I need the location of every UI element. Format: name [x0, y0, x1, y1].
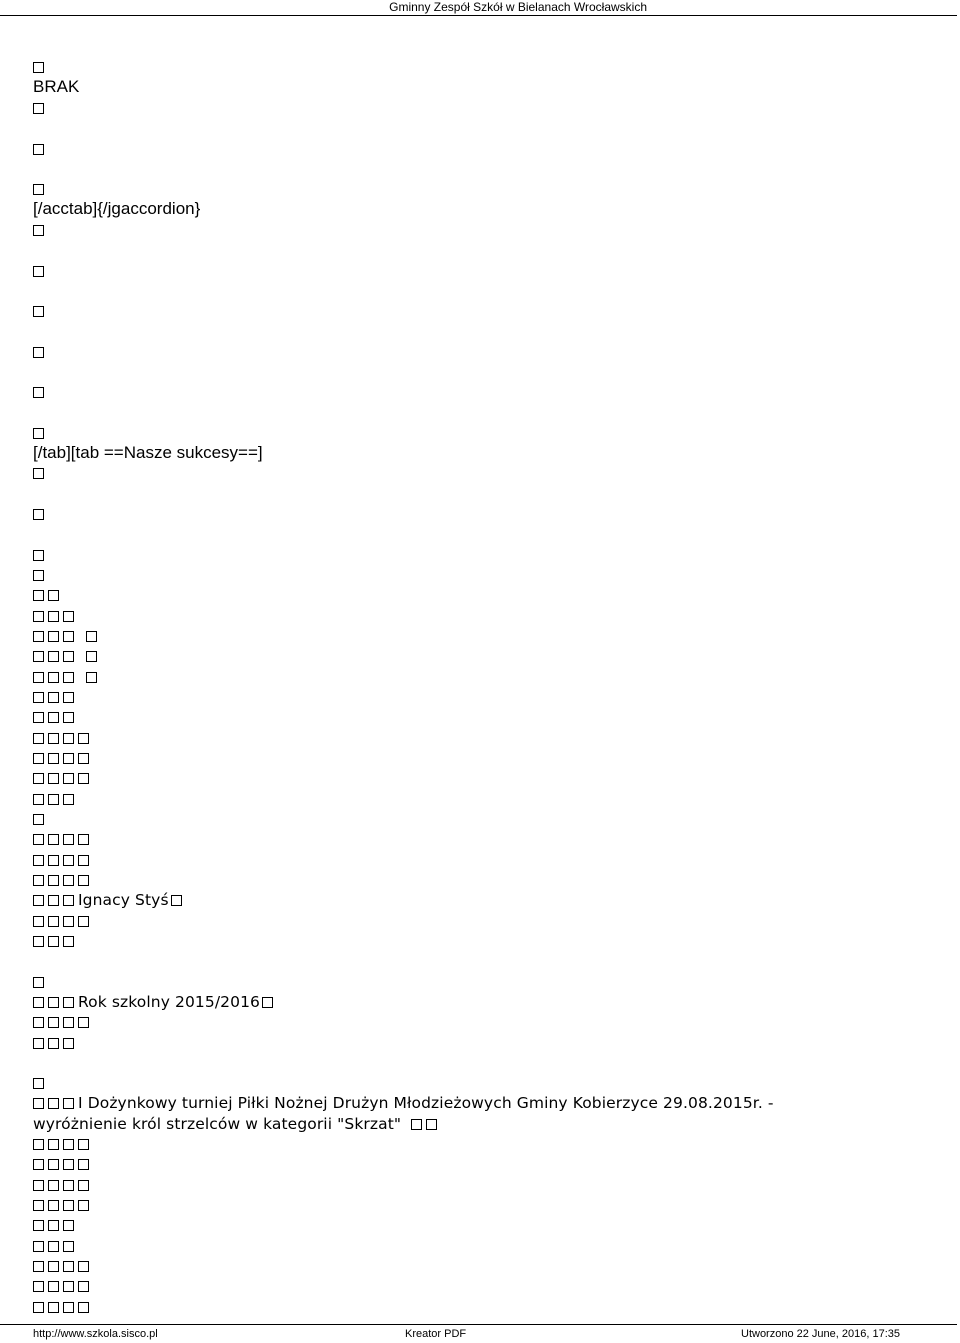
missing-glyph-icon — [78, 1017, 89, 1028]
footer-url-link[interactable]: http://www.szkola.sisco.pl — [33, 1328, 158, 1340]
acctab-line: [/acctab]{/jgaccordion} — [33, 199, 201, 218]
missing-glyph-icon — [33, 1200, 44, 1211]
missing-glyph-icon — [48, 1281, 59, 1292]
missing-glyph-icon — [33, 1241, 44, 1252]
glyph-line — [33, 1256, 93, 1276]
missing-glyph-icon — [63, 1017, 74, 1028]
missing-glyph-icon — [33, 1098, 44, 1109]
missing-glyph-icon — [48, 1241, 59, 1252]
missing-glyph-icon — [33, 347, 44, 358]
missing-glyph-icon — [33, 1261, 44, 1272]
glyph-line — [33, 1195, 93, 1215]
missing-glyph-icon — [48, 753, 59, 764]
missing-glyph-icon — [63, 855, 74, 866]
missing-glyph-icon — [48, 794, 59, 805]
missing-glyph-icon — [63, 692, 74, 703]
glyph-line — [33, 646, 101, 666]
missing-glyph-icon — [63, 875, 74, 886]
missing-glyph-icon — [63, 916, 74, 927]
missing-glyph-icon — [48, 1159, 59, 1170]
missing-glyph-icon — [63, 1038, 74, 1049]
glyph-line — [33, 931, 78, 951]
missing-glyph-icon — [63, 672, 74, 683]
glyph-line — [33, 382, 48, 402]
glyph-line — [33, 98, 48, 118]
missing-glyph-icon — [33, 103, 44, 114]
missing-glyph-icon — [33, 794, 44, 805]
missing-glyph-icon — [33, 550, 44, 561]
missing-glyph-icon — [48, 997, 59, 1008]
turniej-line-2 — [33, 1114, 441, 1134]
missing-glyph-icon — [48, 1261, 59, 1272]
turniej-text-1: I Dożynkowy turniej Piłki Nożnej Drużyn Młodzieżowych Gminy Kobierzyce 29.08.2015r. - — [78, 1094, 774, 1112]
missing-glyph-icon — [48, 936, 59, 947]
missing-glyph-icon — [33, 814, 44, 825]
glyph-line — [33, 301, 48, 321]
glyph-line — [33, 687, 78, 707]
missing-glyph-icon — [33, 225, 44, 236]
glyph-line — [33, 870, 93, 890]
footer-creator: Kreator PDF — [405, 1328, 467, 1340]
glyph-line — [33, 789, 78, 809]
brak-line: BRAK — [33, 77, 80, 96]
glyph-line — [33, 1236, 78, 1256]
missing-glyph-icon — [426, 1119, 437, 1130]
missing-glyph-icon — [63, 712, 74, 723]
glyph-line — [33, 972, 48, 992]
missing-glyph-icon — [78, 855, 89, 866]
glyph-line — [33, 768, 93, 788]
header-title: Gminny Zespół Szkół w Bielanach Wrocławskich — [389, 0, 647, 14]
glyph-line — [33, 342, 48, 362]
glyph-line — [33, 748, 93, 768]
glyph-line — [33, 1134, 93, 1154]
missing-glyph-icon — [33, 611, 44, 622]
glyph-line — [33, 850, 93, 870]
glyph-line — [33, 707, 78, 727]
glyph-line — [33, 1154, 93, 1174]
glyph-line — [33, 139, 48, 159]
missing-glyph-icon — [63, 895, 74, 906]
missing-glyph-icon — [48, 895, 59, 906]
missing-glyph-icon — [33, 1302, 44, 1313]
missing-glyph-icon — [33, 733, 44, 744]
missing-glyph-icon — [48, 692, 59, 703]
missing-glyph-icon — [33, 875, 44, 886]
missing-glyph-icon — [33, 1159, 44, 1170]
glyph-line — [33, 220, 48, 240]
missing-glyph-icon — [33, 997, 44, 1008]
missing-glyph-icon — [48, 1139, 59, 1150]
missing-glyph-icon — [78, 834, 89, 845]
missing-glyph-icon — [63, 834, 74, 845]
missing-glyph-icon — [78, 773, 89, 784]
glyph-line — [33, 585, 63, 605]
missing-glyph-icon — [33, 916, 44, 927]
missing-glyph-icon — [78, 916, 89, 927]
missing-glyph-icon — [171, 895, 182, 906]
footer-created-date: Utworzono 22 June, 2016, 17:35 — [741, 1328, 901, 1340]
missing-glyph-icon — [33, 1038, 44, 1049]
missing-glyph-icon — [78, 1139, 89, 1150]
glyph-line — [33, 57, 48, 77]
glyph-line — [33, 1033, 78, 1053]
missing-glyph-icon — [63, 1180, 74, 1191]
missing-glyph-icon — [33, 1078, 44, 1089]
missing-glyph-icon — [48, 1302, 59, 1313]
ignacy-line — [33, 890, 186, 910]
missing-glyph-icon — [63, 753, 74, 764]
turniej-line-1 — [33, 1093, 774, 1113]
missing-glyph-icon — [63, 1302, 74, 1313]
missing-glyph-icon — [33, 590, 44, 601]
missing-glyph-icon — [48, 1098, 59, 1109]
rok-line — [33, 992, 277, 1012]
missing-glyph-icon — [48, 590, 59, 601]
missing-glyph-icon — [86, 672, 97, 683]
missing-glyph-icon — [48, 1017, 59, 1028]
glyph-line — [33, 1215, 78, 1235]
glyph-line — [33, 565, 48, 585]
glyph-line — [33, 911, 93, 931]
missing-glyph-icon — [48, 1180, 59, 1191]
missing-glyph-icon — [33, 306, 44, 317]
page-header — [0, 0, 957, 16]
missing-glyph-icon — [33, 631, 44, 642]
missing-glyph-icon — [48, 611, 59, 622]
missing-glyph-icon — [78, 733, 89, 744]
missing-glyph-icon — [63, 1261, 74, 1272]
missing-glyph-icon — [63, 1281, 74, 1292]
missing-glyph-icon — [33, 773, 44, 784]
missing-glyph-icon — [33, 570, 44, 581]
page-footer — [0, 1324, 957, 1342]
missing-glyph-icon — [48, 733, 59, 744]
missing-glyph-icon — [78, 875, 89, 886]
missing-glyph-icon — [48, 1220, 59, 1231]
missing-glyph-icon — [48, 712, 59, 723]
missing-glyph-icon — [78, 1159, 89, 1170]
missing-glyph-icon — [33, 1180, 44, 1191]
glyph-line — [33, 606, 78, 626]
missing-glyph-icon — [63, 1200, 74, 1211]
missing-glyph-icon — [33, 895, 44, 906]
turniej-text-2: wyróżnienie król strzelców w kategorii "Skrzat" — [33, 1115, 402, 1133]
glyph-line — [33, 261, 48, 281]
missing-glyph-icon — [48, 875, 59, 886]
glyph-line — [33, 829, 93, 849]
missing-glyph-icon — [63, 1159, 74, 1170]
glyph-line — [33, 1297, 93, 1317]
glyph-line — [33, 504, 48, 524]
ignacy-text: Ignacy Styś — [78, 891, 169, 909]
missing-glyph-icon — [78, 1281, 89, 1292]
missing-glyph-icon — [63, 1220, 74, 1231]
missing-glyph-icon — [63, 997, 74, 1008]
missing-glyph-icon — [78, 1180, 89, 1191]
missing-glyph-icon — [48, 631, 59, 642]
missing-glyph-icon — [262, 997, 273, 1008]
glyph-line — [33, 728, 93, 748]
missing-glyph-icon — [33, 855, 44, 866]
missing-glyph-icon — [63, 1241, 74, 1252]
missing-glyph-icon — [33, 692, 44, 703]
missing-glyph-icon — [86, 631, 97, 642]
missing-glyph-icon — [33, 144, 44, 155]
missing-glyph-icon — [48, 855, 59, 866]
tab-line: [/tab][tab ==Nasze sukcesy==] — [33, 443, 263, 462]
glyph-line — [33, 1073, 48, 1093]
glyph-line — [33, 423, 48, 443]
missing-glyph-icon — [63, 611, 74, 622]
missing-glyph-icon — [78, 753, 89, 764]
missing-glyph-icon — [48, 651, 59, 662]
glyph-line — [33, 463, 48, 483]
glyph-line — [33, 1175, 93, 1195]
missing-glyph-icon — [63, 936, 74, 947]
missing-glyph-icon — [63, 733, 74, 744]
missing-glyph-icon — [33, 509, 44, 520]
missing-glyph-icon — [48, 672, 59, 683]
missing-glyph-icon — [33, 62, 44, 73]
missing-glyph-icon — [48, 1200, 59, 1211]
missing-glyph-icon — [48, 834, 59, 845]
missing-glyph-icon — [63, 1098, 74, 1109]
glyph-line — [33, 667, 101, 687]
glyph-line — [33, 1012, 93, 1032]
glyph-line — [33, 809, 48, 829]
missing-glyph-icon — [48, 773, 59, 784]
missing-glyph-icon — [63, 651, 74, 662]
missing-glyph-icon — [33, 712, 44, 723]
missing-glyph-icon — [78, 1200, 89, 1211]
missing-glyph-icon — [33, 184, 44, 195]
missing-glyph-icon — [48, 1038, 59, 1049]
missing-glyph-icon — [63, 631, 74, 642]
rok-text: Rok szkolny 2015/2016 — [78, 993, 261, 1011]
missing-glyph-icon — [86, 651, 97, 662]
missing-glyph-icon — [33, 387, 44, 398]
missing-glyph-icon — [33, 753, 44, 764]
missing-glyph-icon — [78, 1302, 89, 1313]
missing-glyph-icon — [48, 916, 59, 927]
missing-glyph-icon — [33, 834, 44, 845]
missing-glyph-icon — [33, 672, 44, 683]
missing-glyph-icon — [63, 794, 74, 805]
missing-glyph-icon — [33, 1281, 44, 1292]
missing-glyph-icon — [63, 1139, 74, 1150]
glyph-line — [33, 179, 48, 199]
missing-glyph-icon — [411, 1119, 422, 1130]
missing-glyph-icon — [63, 773, 74, 784]
missing-glyph-icon — [33, 977, 44, 988]
missing-glyph-icon — [33, 266, 44, 277]
glyph-line — [33, 1276, 93, 1296]
missing-glyph-icon — [33, 428, 44, 439]
missing-glyph-icon — [78, 1261, 89, 1272]
glyph-line — [33, 545, 48, 565]
glyph-line — [33, 626, 101, 646]
missing-glyph-icon — [33, 651, 44, 662]
missing-glyph-icon — [33, 1139, 44, 1150]
missing-glyph-icon — [33, 468, 44, 479]
missing-glyph-icon — [33, 936, 44, 947]
missing-glyph-icon — [33, 1220, 44, 1231]
missing-glyph-icon — [33, 1017, 44, 1028]
